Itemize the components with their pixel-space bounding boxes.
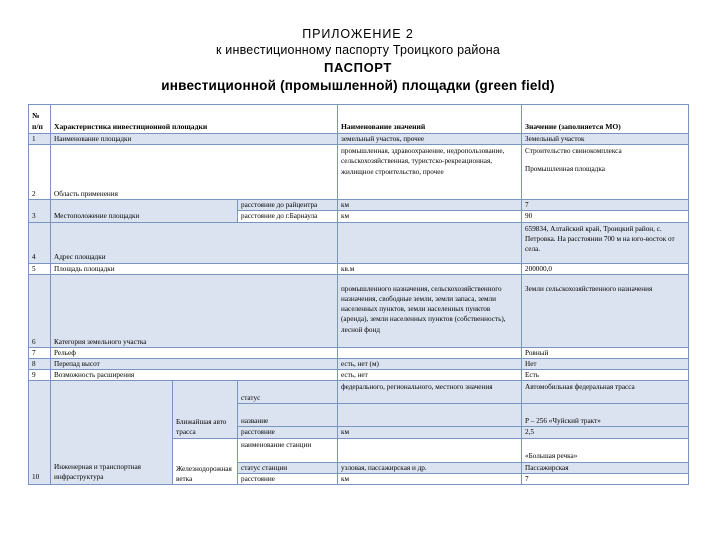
header-number-line2: п/п bbox=[32, 122, 43, 132]
row-sub-label: наименование станции bbox=[238, 438, 338, 462]
row-value: Земли сельскохозяйственного назначения bbox=[522, 274, 689, 347]
row-number: 9 bbox=[29, 370, 51, 381]
row-value: 200000,0 bbox=[522, 263, 689, 274]
document-title: ПАСПОРТ bbox=[324, 59, 392, 75]
row-number: 10 bbox=[29, 381, 51, 485]
row-values-name: км bbox=[338, 211, 522, 222]
row-value: 659834, Алтайский край, Троицкий район, с. Петровка. На расстоянии 700 м на юго-восток от села. bbox=[522, 222, 689, 263]
row-sub-label: расстояние bbox=[238, 427, 338, 438]
row-number: 7 bbox=[29, 347, 51, 358]
row-value: «Большая речка» bbox=[522, 438, 689, 462]
table-row bbox=[29, 145, 689, 200]
row-value: Земельный участок bbox=[522, 133, 689, 144]
row-value-line1: Строительство свинокомплекса bbox=[525, 147, 622, 156]
document-subtitle: инвестиционной (промышленной) площадки (green field) bbox=[161, 78, 555, 94]
header-number-line1: № bbox=[32, 111, 40, 121]
table-row bbox=[29, 274, 689, 347]
row-value: Р – 256 «Чуйский тракт» bbox=[522, 404, 689, 427]
table-row bbox=[29, 222, 689, 263]
table-row bbox=[29, 347, 689, 358]
header-cell-characteristic: Характеристика инвестиционной площадки bbox=[51, 104, 338, 133]
row-number: 4 bbox=[29, 222, 51, 263]
table-row bbox=[29, 133, 689, 144]
row-characteristic: Область применения bbox=[51, 145, 338, 200]
row-values-name: км bbox=[338, 427, 522, 438]
row-sub-label: название bbox=[238, 404, 338, 427]
row-values-name: км bbox=[338, 473, 522, 484]
passport-table bbox=[28, 104, 689, 485]
row-values-name: земельный участок, прочее bbox=[338, 133, 522, 144]
row-sub-label: расстояние до г.Барнаула bbox=[238, 211, 338, 222]
row-number: 8 bbox=[29, 359, 51, 370]
row-value: Нет bbox=[522, 359, 689, 370]
row-characteristic: Возможность расширения bbox=[51, 370, 338, 381]
row-characteristic: Местоположение площадки bbox=[51, 200, 238, 222]
row-characteristic: Категория земельного участка bbox=[51, 274, 338, 347]
document-header bbox=[28, 26, 688, 95]
row-number: 1 bbox=[29, 133, 51, 144]
row-values-name bbox=[338, 404, 522, 427]
header-cell-values-name: Наименование значений bbox=[338, 104, 522, 133]
row-values-name: узловая, пассажирская и др. bbox=[338, 462, 522, 473]
row-values-name: промышленного назначения, сельскохозяйственного назначения, свободные земли, земли запаса, земли населенных пунктов, земли населенных пунктов (аренда), земли населенных пунктов (собственность), лесной фонд bbox=[338, 274, 522, 347]
row-value: Автомобильная федеральная трасса bbox=[522, 381, 689, 404]
row-values-name: федерального, регионального, местного значения bbox=[338, 381, 522, 404]
row-values-name bbox=[338, 222, 522, 263]
row-values-name: есть, нет bbox=[338, 370, 522, 381]
value-spacer bbox=[525, 156, 686, 164]
row-values-name: промышленная, здравоохранение, недропользование, сельскохозяйственная, туристско-рекреационная, жилищное строительство, прочее bbox=[338, 145, 522, 200]
row-sub-label: расстояние до райцентра bbox=[238, 200, 338, 211]
row-value bbox=[522, 145, 689, 200]
appendix-reference: к инвестиционному паспорту Троицкого района bbox=[215, 43, 501, 58]
row-characteristic: Инженерная и транспортная инфраструктура bbox=[51, 381, 173, 485]
row-value-line2: Промышленная площадка bbox=[525, 165, 605, 174]
row-value: 7 bbox=[522, 200, 689, 211]
row-values-name bbox=[338, 347, 522, 358]
row-characteristic: Адрес площадки bbox=[51, 222, 338, 263]
row-value: 7 bbox=[522, 473, 689, 484]
row-values-name: кв.м bbox=[338, 263, 522, 274]
row-characteristic: Площадь площадки bbox=[51, 263, 338, 274]
row-number: 6 bbox=[29, 274, 51, 347]
row-value: Есть bbox=[522, 370, 689, 381]
table-row bbox=[29, 381, 689, 404]
row-values-name: есть, нет (м) bbox=[338, 359, 522, 370]
row-sub-label: статус станции bbox=[238, 462, 338, 473]
table-header-row bbox=[29, 104, 689, 133]
appendix-label: ПРИЛОЖЕНИЕ 2 bbox=[302, 27, 414, 41]
row-characteristic: Наименование площадки bbox=[51, 133, 338, 144]
row-value: 90 bbox=[522, 211, 689, 222]
row-value: Пассажирская bbox=[522, 462, 689, 473]
row-sub-label: статус bbox=[238, 381, 338, 404]
row-characteristic: Рельеф bbox=[51, 347, 338, 358]
table-row bbox=[29, 263, 689, 274]
row-number: 2 bbox=[29, 145, 51, 200]
header-cell-number bbox=[29, 104, 51, 133]
row-value: 2,5 bbox=[522, 427, 689, 438]
table-row bbox=[29, 359, 689, 370]
row-number: 3 bbox=[29, 200, 51, 222]
table-row bbox=[29, 370, 689, 381]
row-number: 5 bbox=[29, 263, 51, 274]
row-value: Ровный bbox=[522, 347, 689, 358]
row-sub-label: расстояние bbox=[238, 473, 338, 484]
row-values-name bbox=[338, 438, 522, 462]
header-cell-value-mo: Значение (заполняется МО) bbox=[522, 104, 689, 133]
infrastructure-group-label: Железнодорожная ветка bbox=[173, 438, 238, 484]
row-characteristic: Перепад высот bbox=[51, 359, 338, 370]
table-row bbox=[29, 200, 689, 211]
infrastructure-group-label: Ближайшая авто трасса bbox=[173, 381, 238, 438]
row-values-name: км bbox=[338, 200, 522, 211]
